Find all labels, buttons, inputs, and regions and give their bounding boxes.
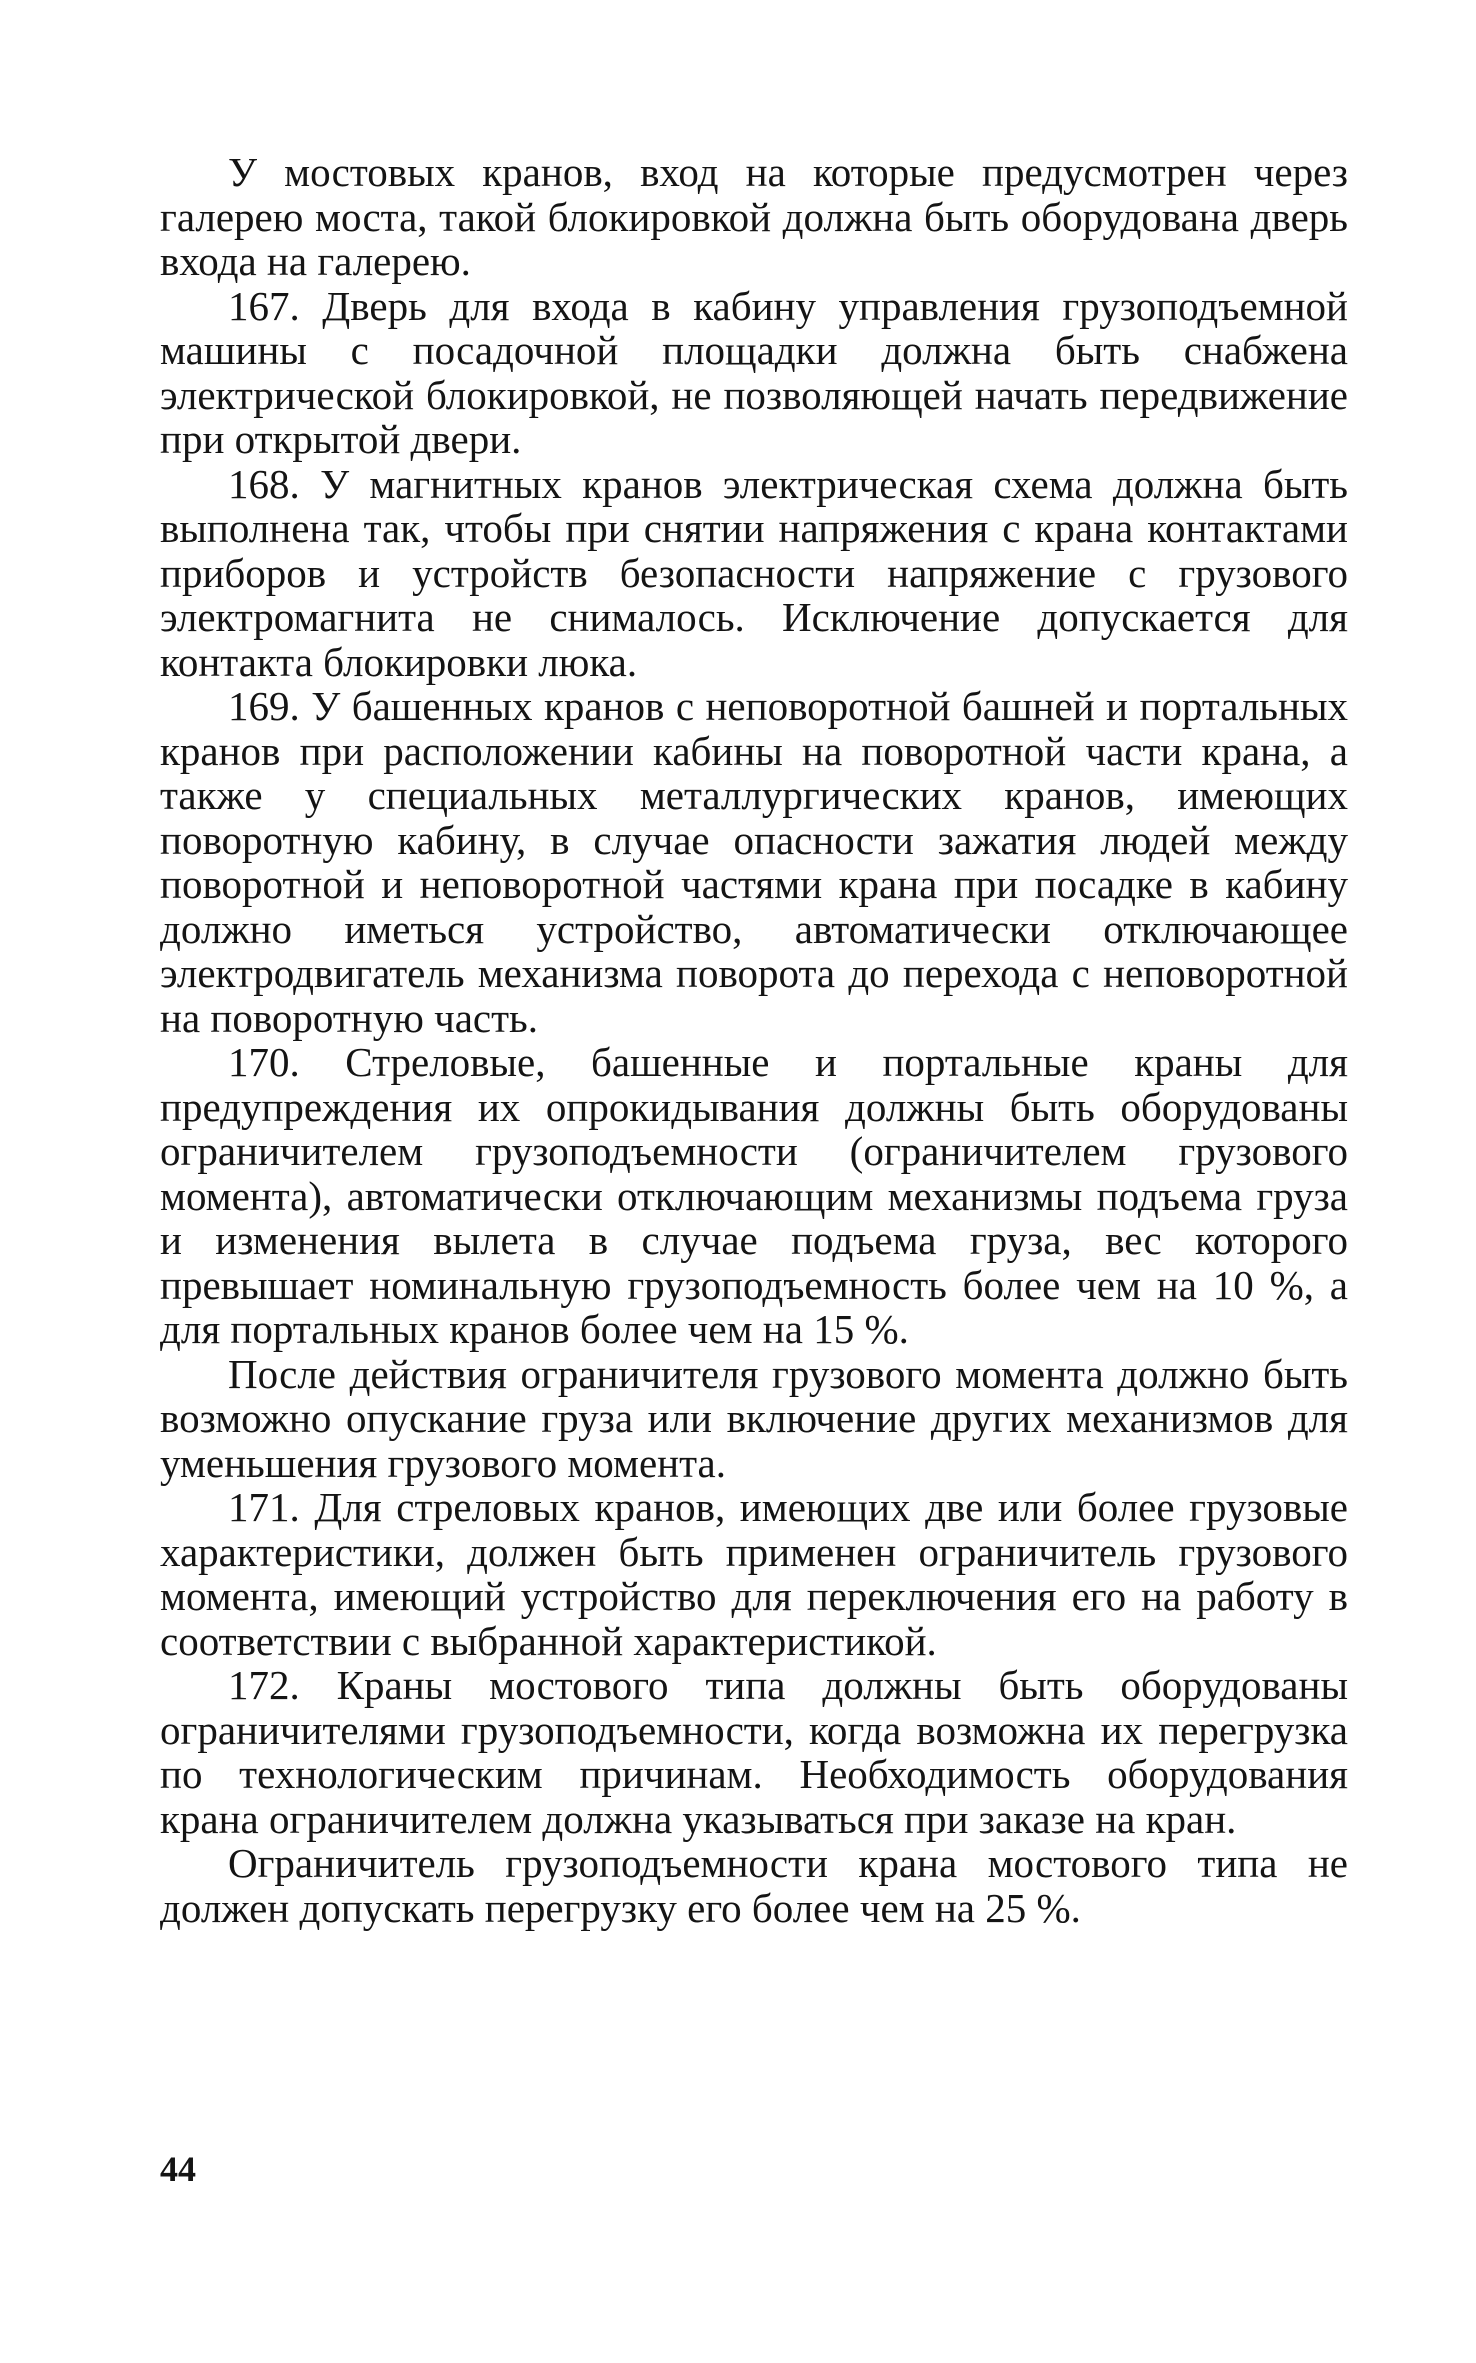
paragraph-171: 171. Для стреловых кранов, имеющих две или более грузовые характеристики, должен быть применен ограничитель грузового момента, имеющий устройство для переключения его на работу в соответствии с выбранной характеристикой. [160, 1484, 1348, 1664]
paragraph-170-continuation: После действия ограничителя грузового момента должно быть возможно опускание груза или включение других механизмов для уменьшения грузового момента. [160, 1350, 1348, 1486]
paragraph-gallery-door: У мостовых кранов, вход на которые предусмотрен через галерею моста, такой блокировкой должна быть оборудована дверь входа на галерею. [160, 149, 1348, 284]
body-text [160, 150, 1348, 1930]
paragraph-169: 169. У башенных кранов с неповоротной башней и портальных кранов при расположении кабины на поворотной части крана, а также у специальных металлургических кранов, имеющих поворотную кабину, в случае опасности зажатия людей между поворотной и неповоротной частями крана при посадке в кабину должно иметься устройство, автоматически отключающее электродвигатель механизма поворота до перехода с неповоротной на поворотную часть. [160, 683, 1348, 1041]
paragraph-167: 167. Дверь для входа в кабину управления грузоподъемной машины с посадочной площадки должна быть снабжена электрической блокировкой, не позволяющей начать передвижение при открытой двери. [160, 282, 1348, 462]
paragraph-172: 172. Краны мостового типа должны быть оборудованы ограничителями грузоподъемности, когда возможна их перегрузка по технологическим причинам. Необходимость оборудования крана ограничителем должна указываться при заказе на кран. [160, 1662, 1348, 1842]
paragraph-172-continuation: Ограничитель грузоподъемности крана мостового типа не должен допускать перегрузку его более чем на 25 %. [160, 1840, 1348, 1931]
page-number: 44 [160, 2149, 196, 2189]
paragraph-170: 170. Стреловые, башенные и портальные краны для предупреждения их опрокидывания должны быть оборудованы ограничителем грузоподъемности (ограничителем грузового момента), автоматически отключающим механизмы подъема груза и изменения вылета в случае подъема груза, вес которого превышает номинальную грузоподъемность более чем на 10 %, а для портальных кранов более чем на 15 %. [160, 1039, 1348, 1352]
paragraph-168: 168. У магнитных кранов электрическая схема должна быть выполнена так, чтобы при снятии напряжения с крана контактами приборов и устройств безопасности напряжение с грузового электромагнита не снималось. Исключение допускается для контакта блокировки люка. [160, 460, 1348, 685]
